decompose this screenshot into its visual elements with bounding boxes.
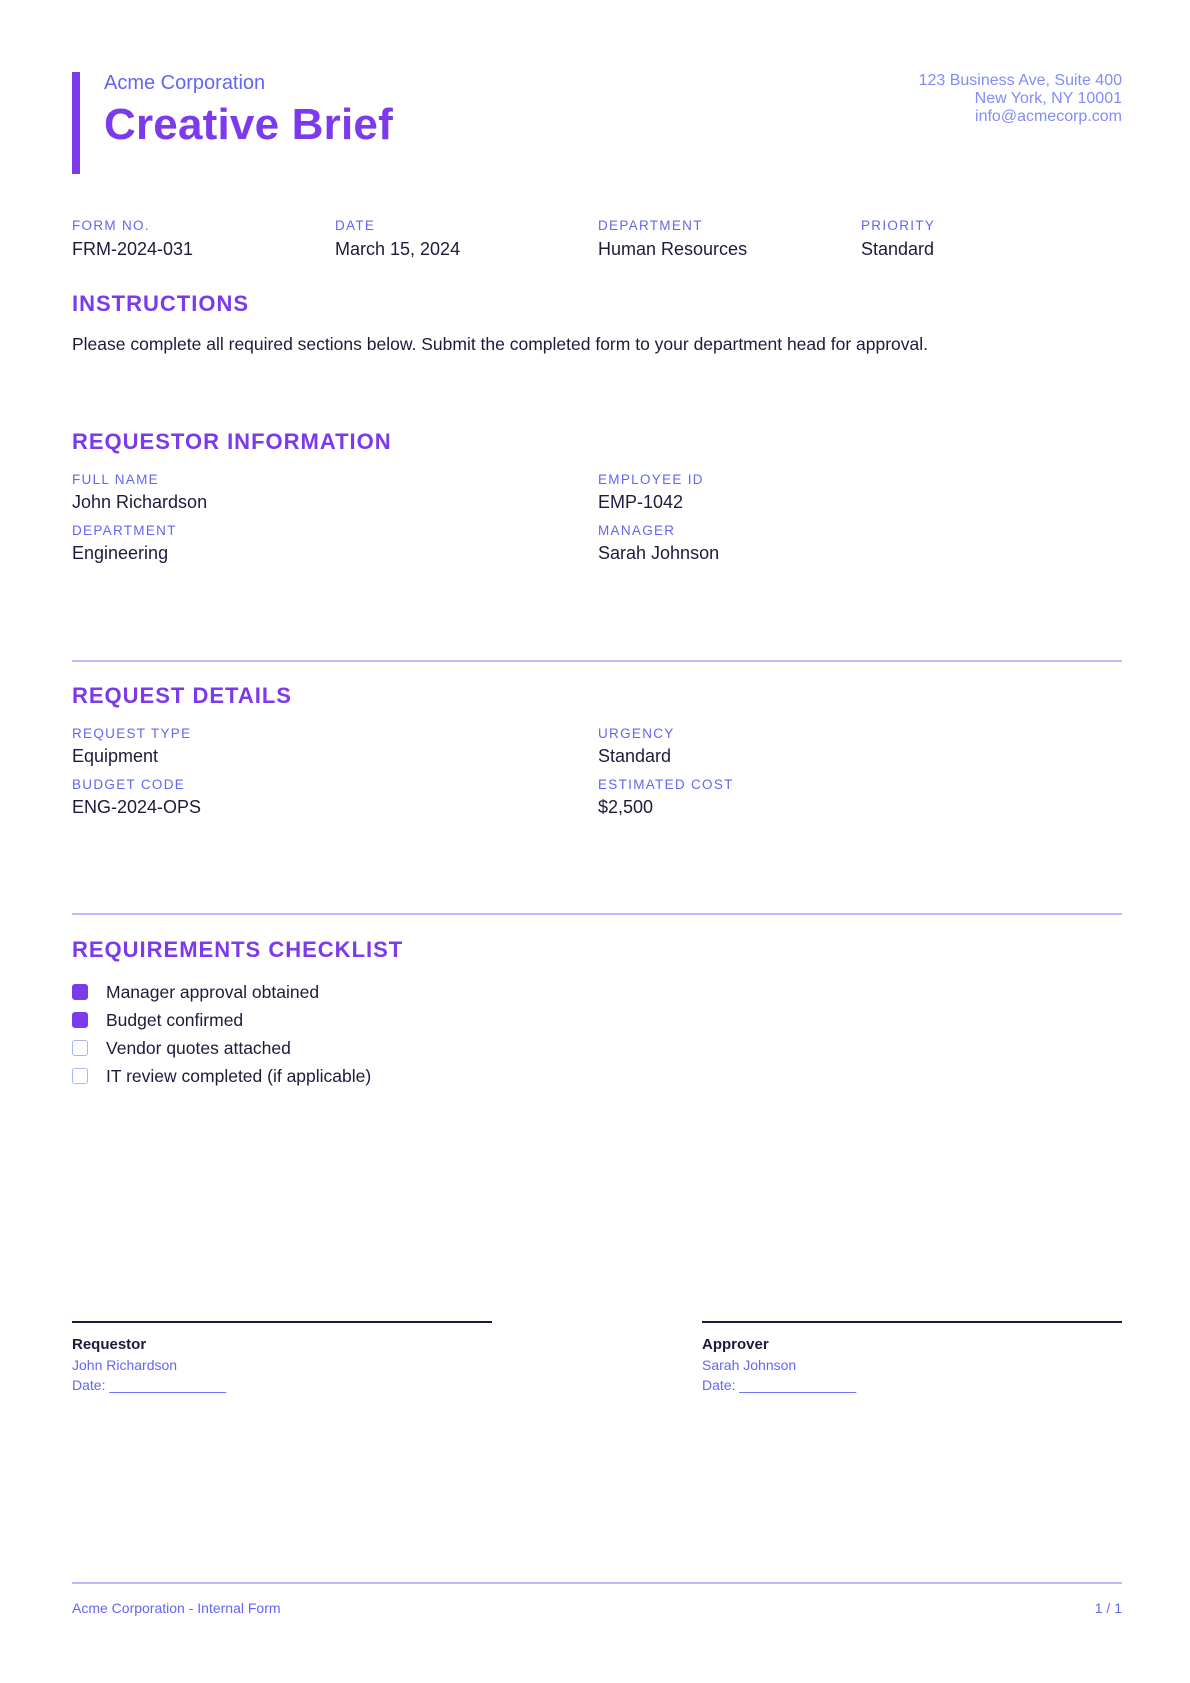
form-page	[72, 0, 1122, 1683]
field-value[interactable]: ENG-2024-OPS	[72, 797, 202, 817]
field-label: EMPLOYEE ID	[598, 472, 704, 487]
field-value[interactable]: John Richardson	[72, 492, 208, 512]
footer-company: Acme Corporation - Internal Form	[72, 1600, 281, 1616]
field-estimated-cost	[598, 777, 734, 818]
field-value[interactable]: EMP-1042	[598, 492, 684, 512]
checkbox-unchecked[interactable]	[72, 1068, 88, 1084]
field-employee-id	[598, 472, 704, 513]
address-line: 123 Business Ave, Suite 400	[918, 72, 1122, 89]
signature-date-field[interactable]: Date: _______________	[702, 1377, 857, 1393]
signature-name: John Richardson	[72, 1357, 178, 1373]
request-details-heading: REQUEST DETAILS	[72, 683, 292, 708]
checklist-item[interactable]	[72, 1034, 371, 1062]
checklist-item[interactable]	[72, 1006, 371, 1034]
meta-label: DEPARTMENT	[598, 218, 703, 233]
checkbox-checked[interactable]	[72, 984, 88, 1000]
company-address	[919, 72, 1122, 126]
checklist-item-label: Manager approval obtained	[106, 981, 320, 1002]
field-request-type	[72, 726, 191, 767]
requestor-section-heading: REQUESTOR INFORMATION	[72, 429, 392, 454]
document-title: Creative Brief	[104, 100, 393, 149]
field-label: FULL NAME	[72, 472, 159, 487]
signature-role: Approver	[702, 1336, 769, 1353]
field-label: BUDGET CODE	[72, 777, 186, 792]
checklist-item-label: Budget confirmed	[106, 1009, 244, 1030]
field-label: DEPARTMENT	[72, 523, 177, 538]
signature-line[interactable]	[72, 1321, 492, 1323]
field-department	[72, 523, 177, 564]
field-value[interactable]: Engineering	[72, 543, 169, 563]
meta-form-number	[72, 218, 193, 260]
page-number: 1 / 1	[1094, 1600, 1122, 1616]
instructions-heading: INSTRUCTIONS	[72, 291, 249, 316]
checklist-item-label: Vendor quotes attached	[106, 1037, 291, 1058]
checklist-item[interactable]	[72, 1062, 371, 1090]
field-urgency	[598, 726, 675, 767]
checkbox-checked[interactable]	[72, 1012, 88, 1028]
field-budget-code	[72, 777, 201, 818]
signature-date-field[interactable]: Date: _______________	[72, 1377, 227, 1393]
address-city: New York, NY 10001	[974, 90, 1122, 107]
field-label: URGENCY	[598, 726, 675, 741]
section-divider	[72, 913, 1122, 915]
meta-label: FORM NO.	[72, 218, 150, 233]
meta-department	[598, 218, 747, 260]
meta-value: March 15, 2024	[335, 239, 461, 259]
requirements-checklist	[72, 978, 371, 1090]
field-full-name	[72, 472, 207, 513]
meta-label: PRIORITY	[861, 218, 936, 233]
field-label: REQUEST TYPE	[72, 726, 192, 741]
meta-value: Human Resources	[598, 239, 748, 259]
checklist-item-label: IT review completed (if applicable)	[106, 1065, 372, 1086]
signature-requestor	[72, 1321, 492, 1393]
footer-divider	[72, 1582, 1122, 1584]
field-value[interactable]: Sarah Johnson	[598, 543, 720, 563]
meta-value: FRM-2024-031	[72, 239, 194, 259]
signature-name: Sarah Johnson	[702, 1357, 797, 1373]
checklist-item[interactable]	[72, 978, 371, 1006]
field-manager	[598, 523, 719, 564]
meta-value: Standard	[861, 239, 935, 259]
checkbox-unchecked[interactable]	[72, 1040, 88, 1056]
form-meta-row	[72, 218, 1122, 262]
signature-approver	[702, 1321, 1122, 1393]
field-value[interactable]: Equipment	[72, 746, 159, 766]
meta-priority	[861, 218, 935, 260]
meta-date	[335, 218, 460, 260]
field-label: ESTIMATED COST	[598, 777, 734, 792]
field-label: MANAGER	[598, 523, 676, 538]
field-value[interactable]: Standard	[598, 746, 672, 766]
checklist-heading: REQUIREMENTS CHECKLIST	[72, 937, 404, 962]
instructions-text: Please complete all required sections below. Submit the completed form to your department head for approval.	[72, 334, 929, 354]
company-email-link[interactable]: info@acmecorp.com	[975, 108, 1122, 125]
signature-line[interactable]	[702, 1321, 1122, 1323]
field-value[interactable]: $2,500	[598, 797, 654, 817]
brand-accent-bar	[72, 72, 80, 174]
section-divider	[72, 660, 1122, 662]
meta-label: DATE	[335, 218, 376, 233]
company-name: Acme Corporation	[104, 72, 266, 94]
signature-role: Requestor	[72, 1336, 147, 1353]
